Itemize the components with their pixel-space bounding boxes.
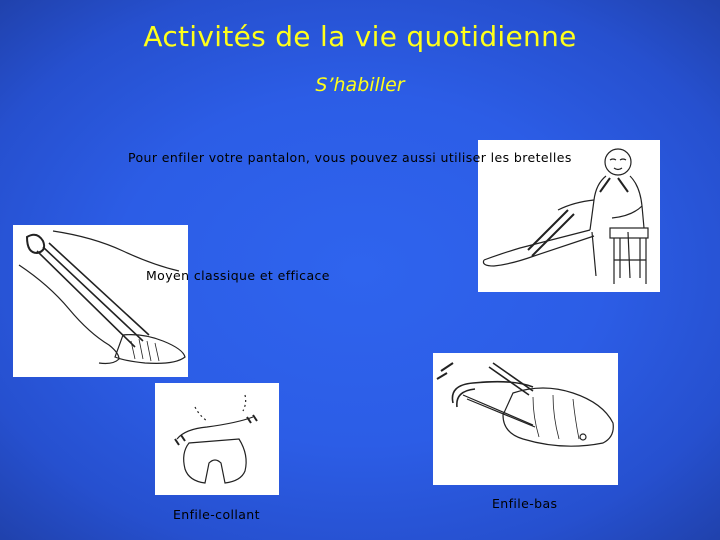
sock-aid-leg-illustration bbox=[13, 225, 188, 377]
caption-moyen: Moyen classique et efficace bbox=[146, 268, 330, 283]
slide-subtitle: S’habiller bbox=[315, 74, 405, 96]
caption-enfile-bas: Enfile-bas bbox=[492, 496, 558, 511]
caption-bretelles: Pour enfiler votre pantalon, vous pouvez aussi utiliser les bretelles bbox=[128, 150, 572, 165]
tights-aid-illustration bbox=[155, 383, 279, 495]
stocking-aid-illustration bbox=[433, 353, 618, 485]
slide-title: Activités de la vie quotidienne bbox=[143, 20, 577, 53]
caption-enfile-collant: Enfile-collant bbox=[173, 507, 260, 522]
